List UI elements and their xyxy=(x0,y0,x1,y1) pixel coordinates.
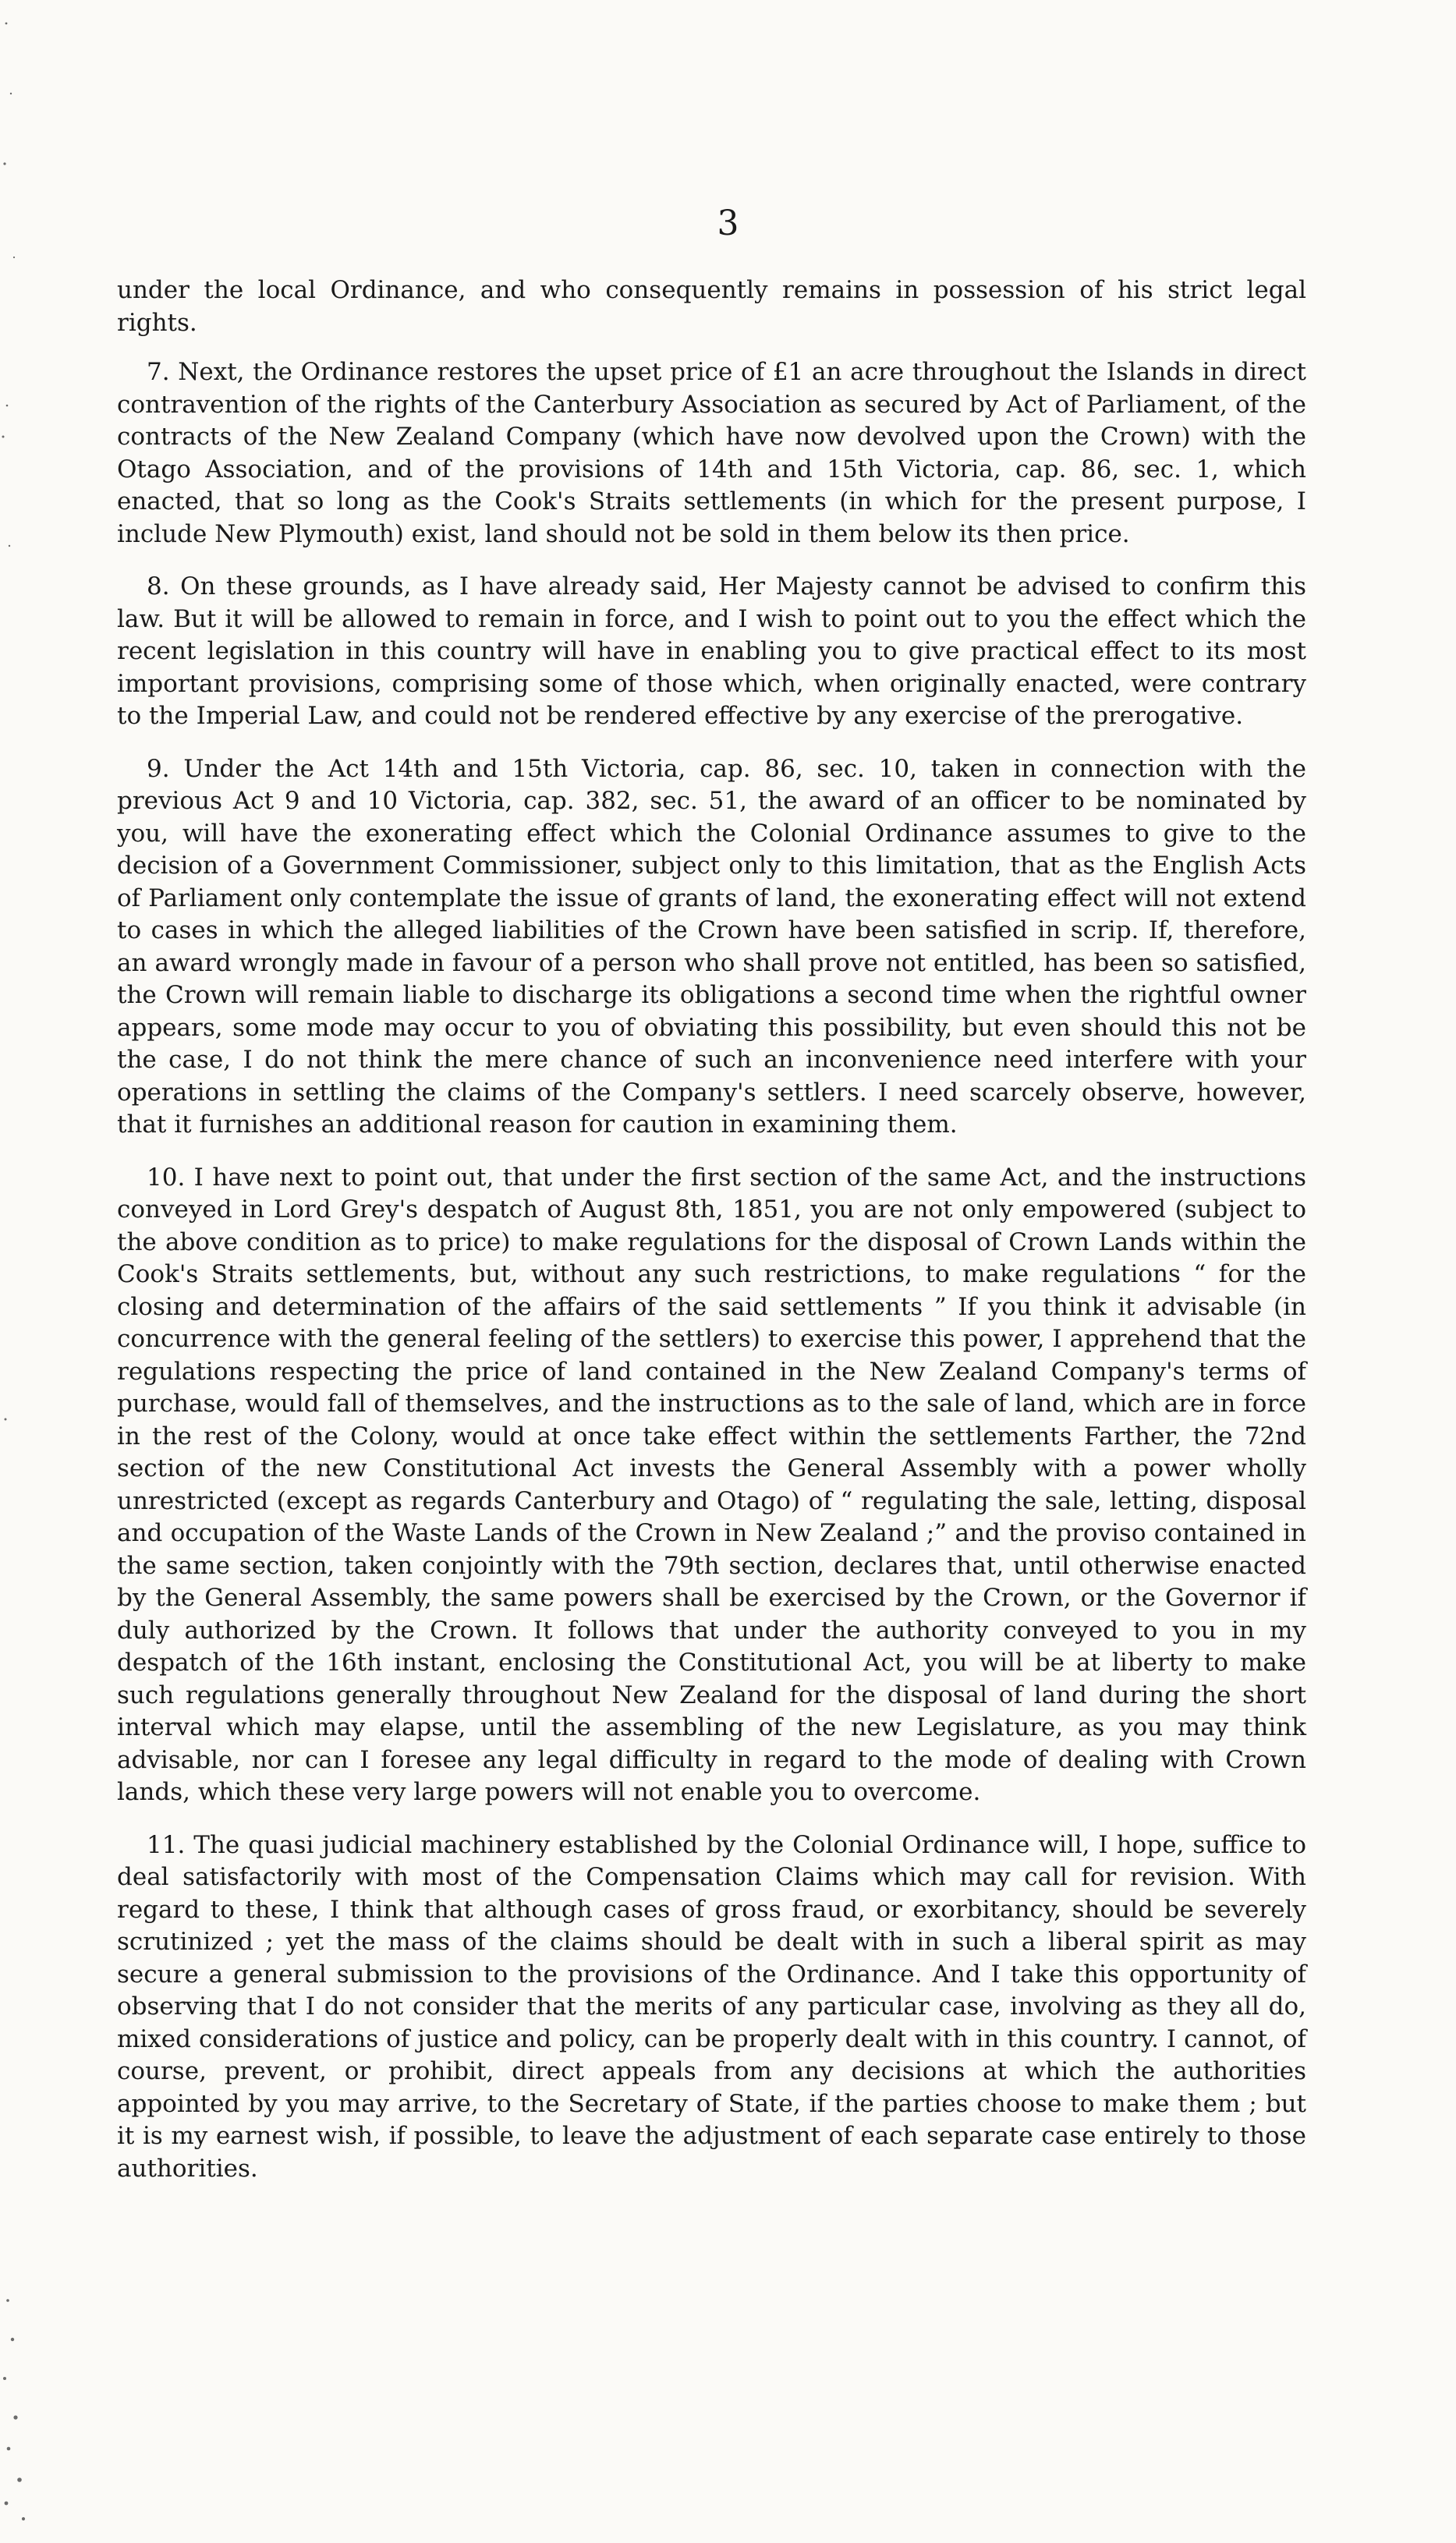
paragraph-continuation: under the local Ordinance, and who consequently remains in possession of his strict legal rights. xyxy=(117,276,1306,337)
page-number: 3 xyxy=(717,204,739,243)
body-text xyxy=(117,274,1306,2205)
paragraph-9: 9. Under the Act 14th and 15th Victoria, cap. 86, sec. 10, taken in connection with the previous Act 9 and 10 Victoria, cap. 382, sec. 51, the award of an officer to be nominated by you, will have the exonerating effect which the Colonial Ordinance assumes to give to the decision of a Government Commissioner, subject only to this limitation, that as the English Acts of Parliament only contemplate the issue of grants of land, the exonerating effect will not extend to cases in which the alleged liabilities of the Crown have been satisfied in scrip. If, therefore, an award wrongly made in favour of a person who shall prove not entitled, has been so satisfied, the Crown will remain liable to discharge its obligations a second time when the rightful owner appears, some mode may occur to you of obviating this possibility, but even should this not be the case, I do not think the mere chance of such an inconvenience need interfere with your operations in settling the claims of the Company's settlers. I need scarcely observe, however, that it furnishes an additional reason for caution in examining them. xyxy=(117,754,1306,1139)
paragraph-11: 11. The quasi judicial machinery established by the Colonial Ordinance will, I hope, suffice to deal satisfactorily with most of the Compensation Claims which may call for revision. With regard to these, I think that although cases of gross fraud, or exorbitancy, should be severely scrutinized ; yet the mass of the claims should be dealt with in such a liberal spirit as may secure a general submission to the provisions of the Ordinance. And I take this opportunity of observing that I do not consider that the merits of any particular case, involving as they all do, mixed considerations of justice and policy, can be properly dealt with in this country. I cannot, of course, prevent, or prohibit, direct appeals from any decisions at which the authorities appointed by you may arrive, to the Secretary of State, if the parties choose to make them ; but it is my earnest wish, if possible, to leave the adjustment of each separate case entirely to those authorities. xyxy=(117,1830,1306,2183)
paragraph-8: 8. On these grounds, as I have already said, Her Majesty cannot be advised to confirm this law. But it will be allowed to remain in force, and I wish to point out to you the effect which the recent legislation in this country will have in enabling you to give practical effect to its most important provisions, comprising some of those which, when originally enacted, were contrary to the Imperial Law, and could not be rendered effective by any exercise of the prerogative. xyxy=(117,572,1306,730)
paragraph-7: 7. Next, the Ordinance restores the upset price of £1 an acre throughout the Islands in direct contravention of the rights of the Canterbury Association as secured by Act of Parliament, of the contracts of the New Zealand Company (which have now devolved upon the Crown) with the Otago Association, and of the provisions of 14th and 15th Victoria, cap. 86, sec. 1, which enacted, that so long as the Cook's Straits settlements (in which for the present purpose, I include New Plymouth) exist, land should not be sold in them below its then price. xyxy=(117,358,1306,548)
scan-edge-speckle xyxy=(0,0,31,2543)
paragraph-10: 10. I have next to point out, that under the first section of the same Act, and the instructions conveyed in Lord Grey's despatch of August 8th, 1851, you are not only empowered (subject to the above condition as to price) to make regulations for the disposal of Crown Lands within the Cook's Straits settlements, but, without any such restrictions, to make regulations “ for the closing and determination of the affairs of the said settlements ” If you think it advisable (in concurrence with the general feeling of the settlers) to exercise this power, I apprehend that the regulations respecting the price of land contained in the New Zealand Company's terms of purchase, would fall of themselves, and the instructions as to the sale of land, which are in force in the rest of the Colony, would at once take effect within the settlements Farther, the 72nd section of the new Constitutional Act invests the General Assembly with a power wholly unrestricted (except as regards Canterbury and Otago) of “ regulating the sale, letting, disposal and occupation of the Waste Lands of the Crown in New Zealand ;” and the proviso contained in the same section, taken conjointly with the 79th section, declares that, until otherwise enacted by the General Assembly, the same powers shall be exercised by the Crown, or the Governor if duly authorized by the Crown. It follows that under the authority conveyed to you in my despatch of the 16th instant, enclosing the Constitutional Act, you will be at liberty to make such regulations generally throughout New Zealand for the disposal of land during the short interval which may elapse, until the assembling of the new Legislature, as you may think advisable, nor can I foresee any legal difficulty in regard to the mode of dealing with Crown lands, which these very large powers will not enable you to overcome. xyxy=(117,1163,1306,1806)
